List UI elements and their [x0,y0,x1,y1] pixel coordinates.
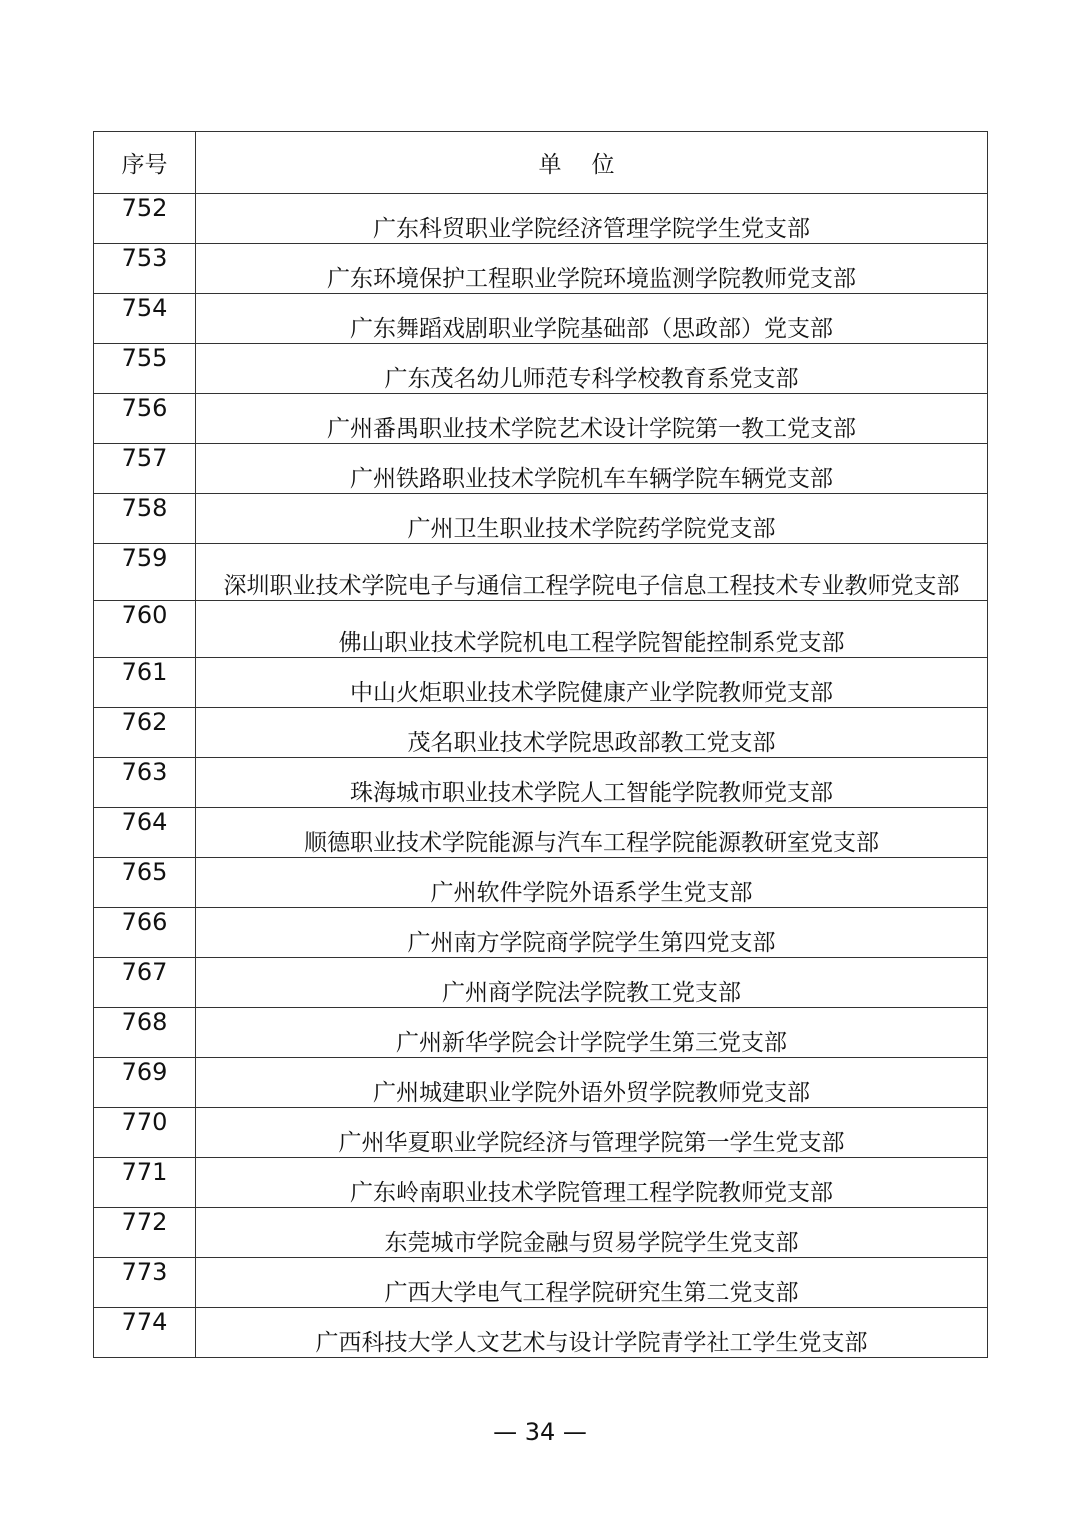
table-row [94,1058,988,1108]
table-row [94,244,988,294]
table-row [94,1108,988,1158]
row-number: 765 [94,858,196,908]
row-unit: 广州新华学院会计学院学生第三党支部 [196,1008,988,1058]
row-number: 772 [94,1208,196,1258]
row-unit: 深圳职业技术学院电子与通信工程学院电子信息工程技术专业教师党支部 [196,544,988,601]
row-unit: 广西大学电气工程学院研究生第二党支部 [196,1258,988,1308]
row-unit: 广州番禺职业技术学院艺术设计学院第一教工党支部 [196,394,988,444]
row-unit: 广东岭南职业技术学院管理工程学院教师党支部 [196,1158,988,1208]
row-number: 774 [94,1308,196,1358]
table-row [94,1008,988,1058]
table-row [94,658,988,708]
row-number: 760 [94,601,196,658]
row-number: 761 [94,658,196,708]
row-number: 768 [94,1008,196,1058]
row-number: 752 [94,194,196,244]
row-unit: 茂名职业技术学院思政部教工党支部 [196,708,988,758]
table-row [94,1308,988,1358]
row-unit: 佛山职业技术学院机电工程学院智能控制系党支部 [196,601,988,658]
row-number: 759 [94,544,196,601]
table-row [94,494,988,544]
row-number: 769 [94,1058,196,1108]
table-row [94,708,988,758]
row-unit: 广州软件学院外语系学生党支部 [196,858,988,908]
row-unit: 广东科贸职业学院经济管理学院学生党支部 [196,194,988,244]
row-number: 756 [94,394,196,444]
row-unit: 广州铁路职业技术学院机车车辆学院车辆党支部 [196,444,988,494]
row-unit: 广州商学院法学院教工党支部 [196,958,988,1008]
row-unit: 广州城建职业学院外语外贸学院教师党支部 [196,1058,988,1108]
row-unit: 广州卫生职业技术学院药学院党支部 [196,494,988,544]
table-row [94,344,988,394]
row-number: 763 [94,758,196,808]
row-number: 758 [94,494,196,544]
row-number: 770 [94,1108,196,1158]
header-unit: 单位 [196,132,988,194]
table-header-row [94,132,988,194]
table-row [94,394,988,444]
table-row [94,1258,988,1308]
table-row [94,1158,988,1208]
row-number: 771 [94,1158,196,1208]
table-row [94,194,988,244]
table-row [94,958,988,1008]
header-number: 序号 [94,132,196,194]
table-row [94,544,988,601]
table-row [94,858,988,908]
table-row [94,808,988,858]
row-number: 766 [94,908,196,958]
unit-list-table [93,131,988,1358]
row-unit: 广西科技大学人文艺术与设计学院青学社工学生党支部 [196,1308,988,1358]
row-number: 757 [94,444,196,494]
table-row [94,908,988,958]
row-unit: 广东茂名幼儿师范专科学校教育系党支部 [196,344,988,394]
table-row [94,444,988,494]
page-number: — 34 — [493,1418,587,1446]
row-number: 762 [94,708,196,758]
row-unit: 广州南方学院商学院学生第四党支部 [196,908,988,958]
table-row [94,294,988,344]
row-number: 767 [94,958,196,1008]
row-unit: 中山火炬职业技术学院健康产业学院教师党支部 [196,658,988,708]
table-row [94,601,988,658]
row-number: 773 [94,1258,196,1308]
table-row [94,1208,988,1258]
row-unit: 东莞城市学院金融与贸易学院学生党支部 [196,1208,988,1258]
row-unit: 广东舞蹈戏剧职业学院基础部（思政部）党支部 [196,294,988,344]
row-unit: 顺德职业技术学院能源与汽车工程学院能源教研室党支部 [196,808,988,858]
row-unit: 珠海城市职业技术学院人工智能学院教师党支部 [196,758,988,808]
table-row [94,758,988,808]
row-number: 755 [94,344,196,394]
row-number: 754 [94,294,196,344]
row-number: 764 [94,808,196,858]
row-unit: 广州华夏职业学院经济与管理学院第一学生党支部 [196,1108,988,1158]
row-number: 753 [94,244,196,294]
row-unit: 广东环境保护工程职业学院环境监测学院教师党支部 [196,244,988,294]
